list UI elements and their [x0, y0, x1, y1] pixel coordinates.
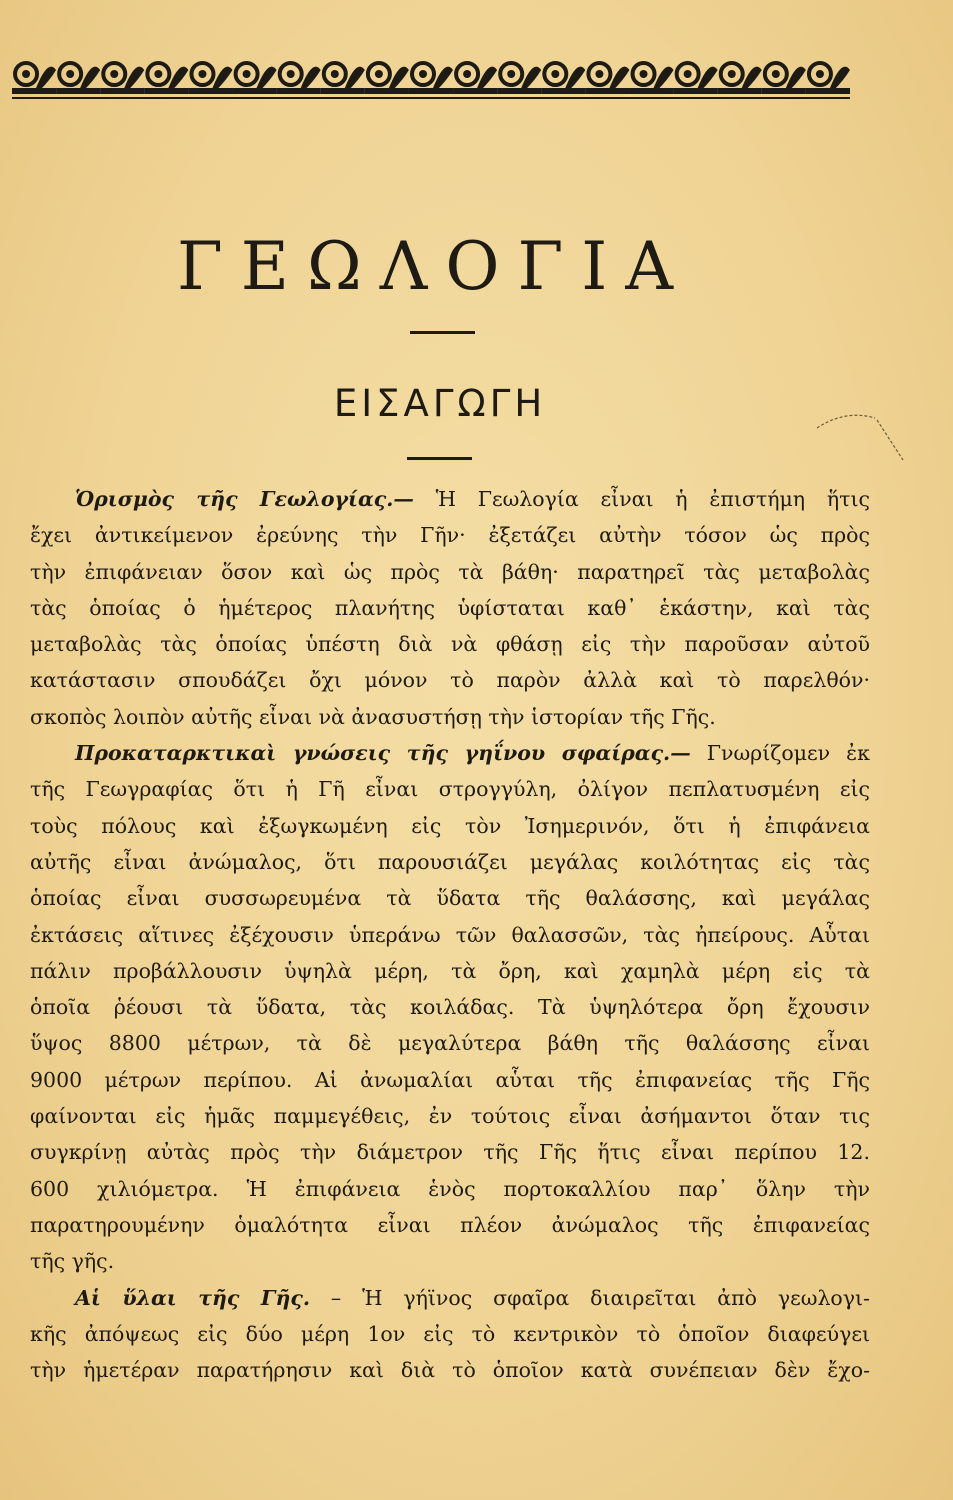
paragraph-heading: Ὁρισμὸς τῆς Γεωλογίας.—: [75, 487, 414, 511]
text-line: κῆς ἀπόψεως εἰς δύο μέρη 1ον εἰς τὸ κεντρικὸν τὸ ὁποῖον διαφεύγει: [30, 1321, 870, 1346]
paragraph-heading: Προκαταρκτικαὶ γνώσεις τῆς γηΐνου σφαίρας.—: [75, 741, 691, 766]
ornament-scroll: [629, 63, 673, 94]
text-line: ὕψος 8800 μέτρων, τὰ δὲ μεγαλύτερα βάθη τῆς θαλάσσης εἶναι: [30, 1031, 870, 1056]
body-text: [30, 481, 870, 1388]
pencil-mark: [815, 408, 910, 468]
text-line: κατάστασιν σπουδάζει ὄχι μόνον τὸ παρὸν ἀλλὰ καὶ τὸ παρελθόν·: [30, 668, 870, 693]
ornament-scroll: [56, 63, 100, 94]
ornament-scroll: [12, 63, 56, 94]
text-line: μεταβολὰς τὰς ὁποίας ὑπέστη διὰ νὰ φθάσῃ εἰς τὴν παροῦσαν αὐτοῦ: [30, 632, 870, 657]
page-title: ΓΕΩΛΟΓΙΑ: [177, 228, 691, 305]
text-line: τῆς γῆς.: [30, 1249, 115, 1274]
title-rule: [410, 331, 475, 334]
section-title: ΕΙΣΑΓΩΓΗ: [333, 382, 547, 425]
decorative-header-border: [12, 40, 850, 102]
text-line: φαίνονται εἰς ἡμᾶς παμμεγέθεις, ἐν τούτοις εἶναι ἀσήμαντοι ὅταν τις: [30, 1104, 870, 1129]
paragraph-first-line: [30, 1280, 870, 1316]
paragraph-first-line: [30, 735, 870, 771]
ornament-scroll: [674, 63, 718, 94]
ornament-scroll: [365, 63, 409, 94]
text-line: 9000 μέτρων περίπου. Αἱ ἀνωμαλίαι αὗται τῆς ἐπιφανείας τῆς Γῆς: [30, 1067, 870, 1092]
ornament-scroll: [453, 63, 497, 94]
text-line: ὁποῖα ῥέουσι τὰ ὕδατα, τὰς κοιλάδας. Τὰ ὑψηλότερα ὄρη ἔχουσιν: [30, 995, 870, 1020]
ornament-scroll: [541, 63, 585, 94]
ornament-scroll: [409, 63, 453, 94]
text-line: συγκρίνῃ αὐτὰς πρὸς τὴν διάμετρον τῆς Γῆς ἥτις εἶναι περίπου 12.: [30, 1140, 870, 1165]
paragraph-heading: Αἱ ὕλαι τῆς Γῆς.: [75, 1285, 310, 1310]
text-line: τῆς Γεωγραφίας ὅτι ἡ Γῆ εἶναι στρογγύλη, ὀλίγον πεπλατυσμένη εἰς: [30, 777, 870, 802]
text-line: τὴν ἡμετέραν παρατήρησιν καὶ διὰ τὸ ὁποῖον κατὰ συνέπειαν δὲν ἔχο-: [30, 1358, 870, 1383]
paragraph-text: – Ἡ γήϊνος σφαῖρα διαιρεῖται ἀπὸ γεωλογι-: [310, 1285, 870, 1310]
ornament-scroll: [100, 63, 144, 94]
ornament-scroll: [585, 63, 629, 94]
text-line: πάλιν προβάλλουσιν ὑψηλὰ μέρη, τὰ ὄρη, καὶ χαμηλὰ μέρη εἰς τὰ: [30, 958, 870, 983]
ornament-scroll: [144, 63, 188, 94]
text-line: τὰς ὁποίας ὁ ἡμέτερος πλανήτης ὑφίσταται καθ᾽ ἑκάστην, καὶ τὰς: [30, 595, 870, 620]
ornament-scroll: [277, 63, 321, 94]
ornament-scroll: [321, 63, 365, 94]
ornament-scroll: [762, 63, 806, 94]
text-line: τοὺς πόλους καὶ ἐξωγκωμένη εἰς τὸν Ἰσημερινόν, ὅτι ἡ ἐπιφάνεια: [30, 813, 870, 838]
section-rule: [407, 457, 472, 460]
text-line: σκοπὸς λοιπὸν αὐτῆς εἶναι νὰ ἀνασυστήσῃ τὴν ἱστορίαν τῆς Γῆς.: [30, 704, 716, 729]
paragraph-text: Ἡ Γεωλογία εἶναι ἡ ἐπιστήμη ἥτις: [413, 487, 870, 511]
ornament-scroll: [233, 63, 277, 94]
text-line: παρατηρουμένην ὁμαλότητα εἶναι πλέον ἀνώμαλος τῆς ἐπιφανείας: [30, 1212, 870, 1237]
text-line: ὁποίας εἶναι συσσωρευμένα τὰ ὕδατα τῆς θαλάσσης, καὶ μεγάλας: [30, 886, 870, 911]
text-line: αὐτῆς εἶναι ἀνώμαλος, ὅτι παρουσιάζει μεγάλας κοιλότητας εἰς τὰς: [30, 849, 870, 874]
ornament-scroll: [806, 63, 850, 94]
text-line: 600 χιλιόμετρα. Ἡ ἐπιφάνεια ἑνὸς πορτοκαλλίου παρ᾽ ὅλην τὴν: [30, 1176, 870, 1201]
ornament-scroll: [497, 63, 541, 94]
text-line: τὴν ἐπιφάνειαν ὅσον καὶ ὡς πρὸς τὰ βάθη· παρατηρεῖ τὰς μεταβολὰς: [30, 559, 870, 584]
text-line: ἐκτάσεις αἵτινες ἐξέχουσιν ὑπεράνω τῶν θαλασσῶν, τὰς ἠπείρους. Αὗται: [30, 922, 870, 947]
paragraph-text: Γνωρίζομεν ἐκ: [690, 741, 870, 766]
ornament-scroll: [718, 63, 762, 94]
ornament-scroll: [188, 63, 232, 94]
paragraph-first-line: [30, 481, 870, 517]
text-line: ἔχει ἀντικείμενον ἐρεύνης τὴν Γῆν· ἐξετάζει αὐτὴν τόσον ὡς πρὸς: [30, 523, 870, 548]
